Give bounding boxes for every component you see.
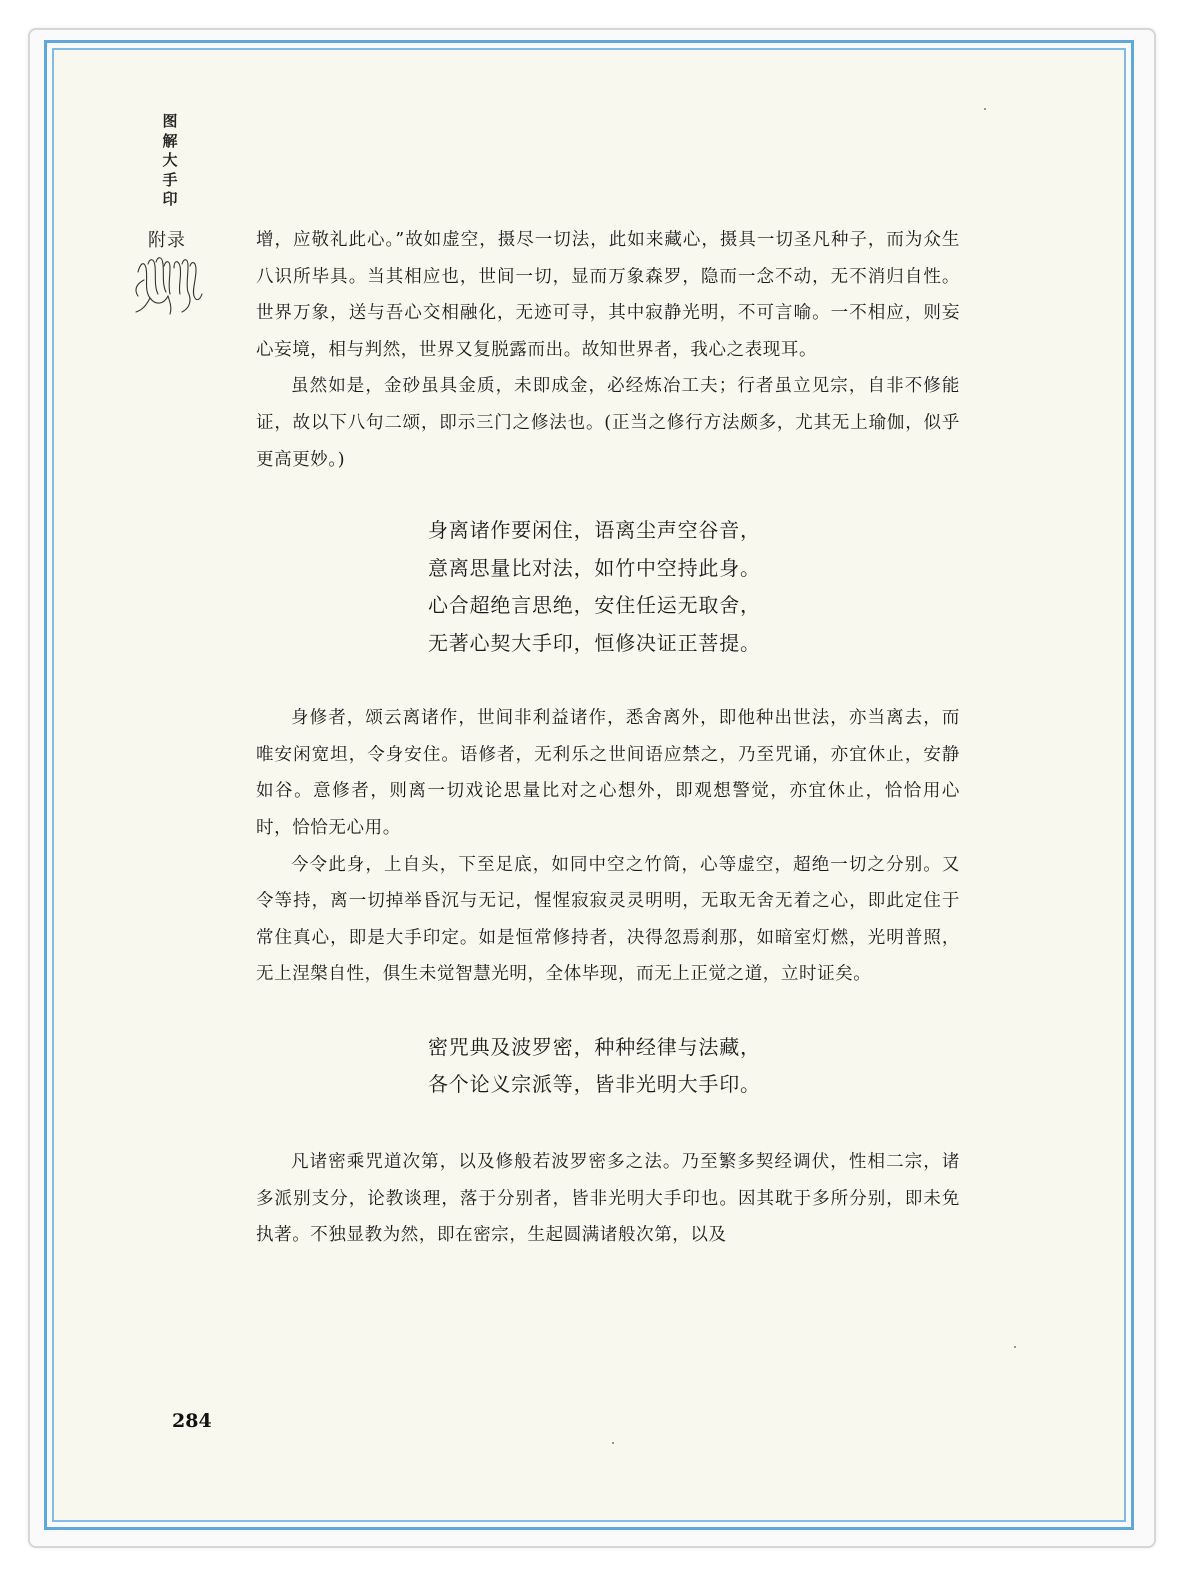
paragraph: 身修者，颂云离诸作，世间非利益诸作，悉舍离外，即他种出世法，亦当离去，而唯安闲宽坦，令身安住。语修者，无利乐之世间语应禁之，乃至咒诵，亦宜休止，安静如谷。意修者，则离一切戏论思量比对之心想外，即观想警觉，亦宜休止，恰恰用心时，恰恰无心用。 bbox=[256, 708, 960, 838]
paragraph: 虽然如是，金砂虽具金质，未即成金，必经炼冶工夫；行者虽立见宗，自非不修能证，故以下八句二颂，即示三门之修法也。(正当之修行方法颇多，尤其无上瑜伽，似乎更高更妙。) bbox=[256, 376, 960, 470]
praying-hands-icon bbox=[130, 250, 210, 320]
verse-line: 密咒典及波罗密，种种经律与法藏， bbox=[428, 1034, 761, 1059]
verse-line: 身离诸作要闲住，语离尘声空谷音， bbox=[428, 518, 761, 543]
verse-line: 无著心契大手印，恒修决证正菩提。 bbox=[428, 630, 761, 655]
section-label: 附录 bbox=[148, 230, 186, 251]
verse-block bbox=[256, 512, 960, 662]
verse-line: 心合超绝言思绝，安住任运无取舍， bbox=[428, 593, 761, 618]
paper-speck bbox=[1014, 1346, 1016, 1348]
paragraph: 今令此身，上自头，下至足底，如同中空之竹筒，心等虚空，超绝一切之分别。又令等持，离一切掉举昏沉与无记，惺惺寂寂灵灵明明，无取无舍无着之心，即此定住于常住真心，即是大手印定。如是恒常修持者，决得忽焉刹那，如暗室灯燃，光明普照，无上涅槃自性，俱生未觉智慧光明，全体毕现，而无上正觉之道，立时证矣。 bbox=[256, 854, 960, 985]
paragraph: 凡诸密乘咒道次第，以及修般若波罗密多之法。乃至繁多契经调伏，性相二宗，诸多派别支分，论教谈理，落于分别者，皆非光明大手印也。因其耽于多所分别，即未免执著。不独显教为然，即在密宗，生起圆满诸般次第，以及 bbox=[256, 1151, 960, 1246]
paper-speck bbox=[984, 108, 986, 110]
paragraph: 增，应敬礼此心。”故如虚空，摄尽一切法，此如来藏心，摄具一切圣凡种子，而为众生八识所毕具。当其相应也，世间一切，显而万象森罗，隐而一念不动，无不消归自性。世界万象，送与吾心交相融化，无迹可寻，其中寂静光明，不可言喻。一不相应，则妄心妄境，相与判然，世界又复脱露而出。故知世界者，我心之表现耳。 bbox=[256, 230, 960, 360]
verse-line: 各个论义宗派等，皆非光明大手印。 bbox=[428, 1072, 761, 1097]
paper-speck bbox=[612, 1442, 614, 1444]
verse-block bbox=[256, 1029, 960, 1104]
book-title-vertical: 图解大手印 bbox=[162, 112, 178, 208]
verse-line: 意离思量比对法，如竹中空持此身。 bbox=[428, 555, 761, 580]
main-content bbox=[256, 222, 960, 1254]
page-number: 284 bbox=[172, 1410, 212, 1432]
